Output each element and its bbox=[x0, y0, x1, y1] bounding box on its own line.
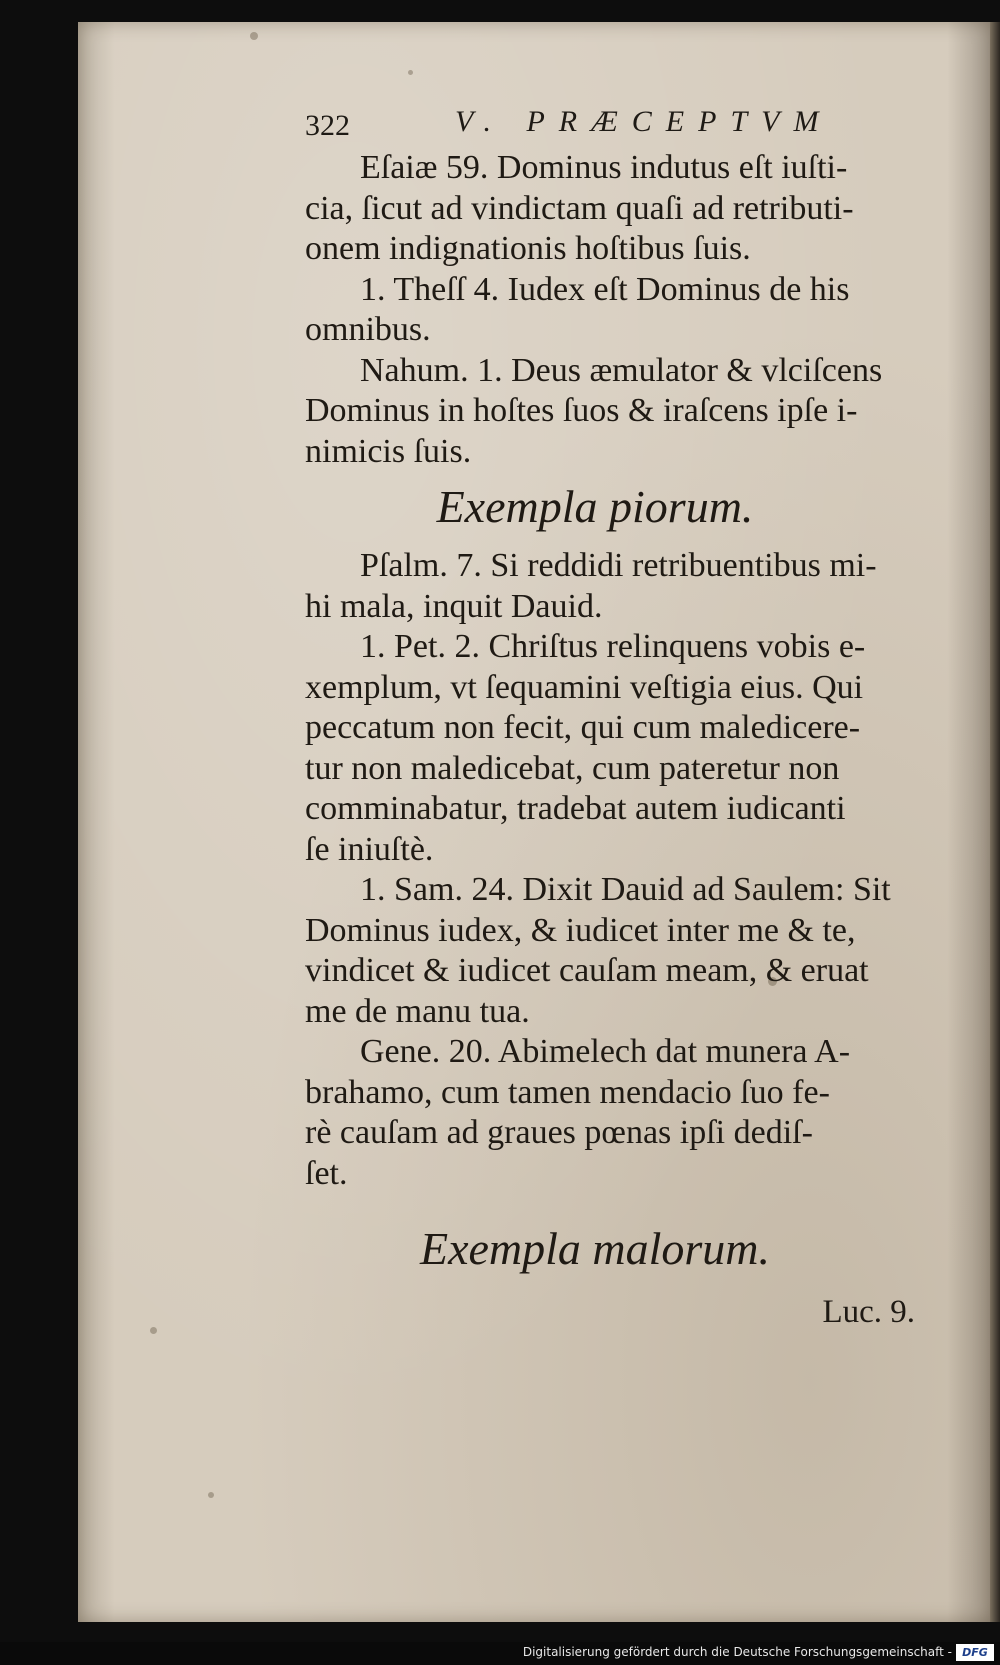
section-scripture bbox=[305, 148, 915, 472]
section-heading-piorum: Exempla piorum. bbox=[436, 481, 754, 532]
body-text bbox=[305, 148, 915, 1332]
text-line: comminabatur, tradebat autem iudicanti bbox=[305, 790, 846, 827]
page-edge bbox=[990, 22, 1000, 1622]
text-line: cia, ſicut ad vindictam quaſi ad retributi- bbox=[305, 189, 854, 227]
text-line: ſet. bbox=[305, 1154, 348, 1192]
paper-stain bbox=[408, 70, 413, 75]
text-line: rè cauſam ad graues pœnas ipſi dediſ- bbox=[305, 1114, 813, 1151]
catchword: Luc. 9. bbox=[822, 1294, 915, 1330]
section-examples bbox=[305, 546, 915, 1194]
text-line: vindicet & iudicet cauſam meam, & eruat bbox=[305, 952, 869, 989]
text-line: hi mala, inquit Dauid. bbox=[305, 587, 603, 625]
paper-stain bbox=[150, 1327, 157, 1334]
text-line: peccatum non fecit, qui cum maledicere- bbox=[305, 709, 861, 746]
text-line: Dominus in hoſtes ſuos & iraſcens ipſe i- bbox=[305, 392, 858, 429]
paper-stain bbox=[208, 1492, 214, 1498]
text-line: me de manu tua. bbox=[305, 992, 530, 1030]
footer-credit: Digitalisierung gefördert durch die Deutsche Forschungsgemeinschaft - bbox=[522, 1645, 952, 1659]
text-line: xemplum, vt ſequamini veſtigia eius. Qui bbox=[305, 668, 864, 706]
text-line: Eſaiæ 59. Dominus indutus eſt iuſti- bbox=[360, 149, 848, 186]
section-heading-malorum: Exempla malorum. bbox=[419, 1223, 771, 1274]
text-line: nimicis ſuis. bbox=[305, 432, 472, 470]
text-line: 1. Pet. 2. Chriſtus relinquens vobis e- bbox=[360, 628, 866, 665]
text-line: omnibus. bbox=[305, 311, 431, 348]
text-line: Dominus iudex, & iudicet inter me & te, bbox=[305, 911, 856, 949]
text-line: Gene. 20. Abimelech dat munera A- bbox=[360, 1033, 851, 1070]
dfg-logo: DFG bbox=[956, 1644, 994, 1661]
text-line: Pſalm. 7. Si reddidi retribuentibus mi- bbox=[360, 547, 877, 584]
running-head-title: V. PRÆCEPTVM bbox=[455, 105, 833, 138]
text-line: brahamo, cum tamen mendacio ſuo fe- bbox=[305, 1073, 830, 1111]
text-line: 1. Sam. 24. Dixit Dauid ad Saulem: Sit bbox=[360, 871, 891, 908]
page-number: 322 bbox=[305, 109, 350, 142]
paper-stain bbox=[250, 32, 258, 40]
text-line: Nahum. 1. Deus æmulator & vlciſcens bbox=[360, 351, 883, 389]
text-line: 1. Theſſ 4. Iudex eſt Dominus de his bbox=[360, 270, 850, 308]
text-line: tur non maledicebat, cum pateretur non bbox=[305, 749, 840, 787]
text-line: onem indignationis hoſtibus ſuis. bbox=[305, 230, 751, 267]
text-line: ſe iniuſtè. bbox=[305, 830, 434, 868]
footer-bar bbox=[0, 1642, 1000, 1665]
